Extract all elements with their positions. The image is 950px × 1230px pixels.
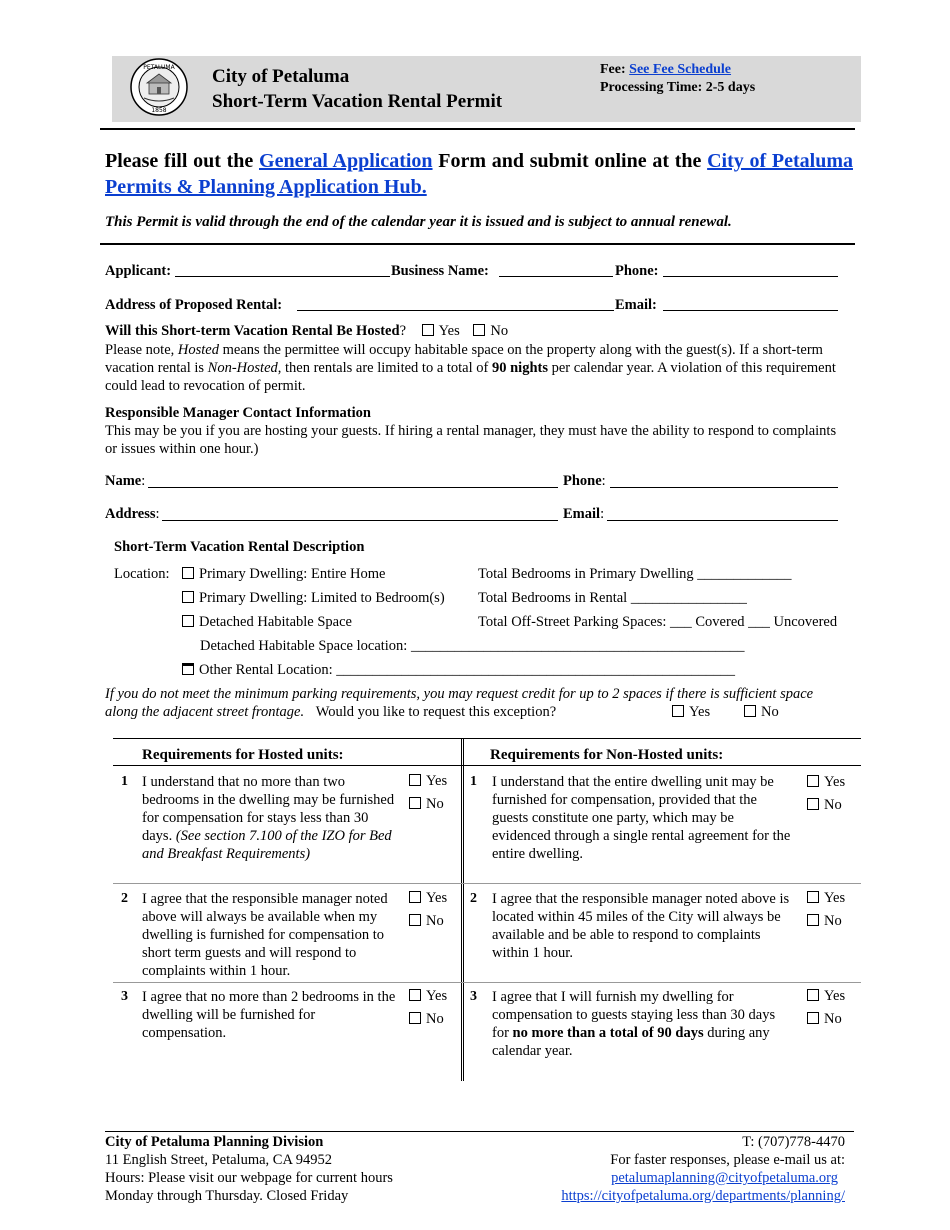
hosted-req-3-yes-label: Yes — [426, 988, 448, 1004]
nonhosted-req-2-yes[interactable] — [807, 887, 845, 910]
manager-heading: Responsible Manager Contact Information — [105, 405, 371, 421]
bedrooms-rental-field[interactable]: Total Bedrooms in Rental ________________ — [478, 590, 747, 606]
applicant-label: Applicant: — [105, 263, 172, 279]
hosted-question-row — [105, 322, 508, 340]
nonhosted-req-3-number: 3 — [470, 989, 477, 1004]
application-hub-link[interactable]: City of Petaluma Permits & Planning Application Hub. — [105, 150, 853, 198]
footer-hours: Hours: Please visit our webpage for current hours — [105, 1170, 393, 1186]
nonhosted-req-2-yes-label: Yes — [824, 890, 846, 906]
nonhosted-req-3-no-checkbox[interactable] — [807, 1012, 819, 1024]
hosted-no-checkbox[interactable] — [473, 324, 485, 336]
hosted-req-2-no-checkbox[interactable] — [409, 914, 421, 926]
nonhosted-requirements-heading: Requirements for Non-Hosted units: — [490, 747, 724, 763]
parking-note-text: If you do not meet the minimum parking requirements, you may request credit for up to 2 spaces if there is sufficient space along the adjacent street frontage. — [105, 686, 814, 720]
nonhosted-req-1-yes-checkbox[interactable] — [807, 775, 819, 787]
nonhosted-req-1-number: 1 — [470, 774, 477, 789]
manager-email-field[interactable] — [607, 506, 838, 521]
hosted-no-label: No — [490, 323, 509, 339]
hosted-note-c: , then rentals are limited to a total of — [277, 360, 492, 376]
address-field[interactable] — [297, 296, 614, 311]
manager-name-field[interactable] — [148, 473, 558, 488]
parking-yes-checkbox[interactable] — [672, 705, 684, 717]
nonhosted-req-2-yes-checkbox[interactable] — [807, 891, 819, 903]
nonhosted-req-3-no[interactable] — [807, 1008, 845, 1031]
nonhosted-req-2-text: I agree that the responsible manager noted above is located within 45 miles of the City will always be available and be able to respond to complaints within 1 hour. — [492, 891, 790, 961]
applicant-field[interactable] — [175, 262, 390, 277]
seal-year: 1858 — [151, 107, 167, 114]
footer-url-link[interactable]: https://cityofpetaluma.org/departments/planning/ — [561, 1188, 845, 1204]
nonhosted-req-1-yes[interactable] — [807, 771, 845, 794]
nonhosted-req-3-no-label: No — [824, 1011, 842, 1027]
location-option-other[interactable] — [182, 661, 735, 679]
entire-home-checkbox[interactable] — [182, 567, 194, 579]
hosted-req-2-text: I agree that the responsible manager noted above will always be available when my dwelling is furnished for compensation to short term guests and will respond to complaints within 1 hour. — [142, 891, 388, 979]
location-label: Location: — [114, 566, 170, 582]
hosted-requirements-heading: Requirements for Hosted units: — [142, 747, 344, 763]
hosted-req-2-yes[interactable] — [409, 887, 447, 910]
manager-email-label-text: Email — [563, 506, 601, 522]
footer-divider — [105, 1131, 854, 1132]
location-option-bedrooms[interactable] — [182, 589, 445, 607]
processing-time: Processing Time: 2-5 days — [600, 80, 756, 95]
hosted-note-d: per calendar year. A violation of this requirement could lead to revocation of permit. — [105, 360, 836, 394]
detached-label: Detached Habitable Space — [199, 614, 352, 630]
instructions-mid: Form and submit online at the — [432, 150, 708, 172]
parking-yes-option[interactable] — [672, 703, 710, 721]
other-location-checkbox[interactable] — [182, 663, 194, 675]
other-location-label: Other Rental Location: _______________________________________________________ — [199, 662, 736, 678]
table-column-divider — [461, 738, 464, 1081]
instructions — [105, 148, 853, 200]
footer-url-wrap — [561, 1187, 845, 1205]
hosted-question: Will this Short-term Vacation Rental Be Hosted — [105, 323, 400, 339]
row-divider — [113, 982, 861, 983]
parking-spaces-field[interactable]: Total Off-Street Parking Spaces: ___ Covered ___ Uncovered — [478, 614, 838, 630]
city-seal-icon — [130, 58, 188, 116]
nonhosted-req-3-body-a: I agree that I will furnish my dwelling for compensation to guests staying less than 30 days for — [492, 989, 776, 1041]
phone-label: Phone: — [615, 263, 659, 279]
manager-phone-label — [563, 472, 606, 490]
manager-text: This may be you if you are hosting your guests. If hiring a rental manager, they must have the ability to respond to complaints or issues within one hour.) — [105, 423, 837, 457]
manager-phone-label-text: Phone — [563, 473, 602, 489]
hosted-req-3-no[interactable] — [409, 1008, 447, 1031]
hosted-req-1-italic: (See section 7.100 of the IZO for Bed and Breakfast Requirements) — [142, 828, 392, 862]
footer-faster: For faster responses, please e-mail us at: — [610, 1152, 845, 1168]
intro-divider — [100, 243, 855, 245]
hosted-req-1-yes[interactable] — [409, 770, 447, 793]
hosted-req-1-no[interactable] — [409, 793, 447, 816]
location-option-detached[interactable] — [182, 613, 352, 631]
detached-location-field[interactable]: Detached Habitable Space location: ______________________________________________ — [200, 638, 745, 654]
nonhosted-req-1-yes-label: Yes — [824, 774, 846, 790]
nights-limit: 90 nights — [491, 360, 548, 376]
manager-email-label — [563, 505, 604, 523]
seal-name: PETALUMA — [143, 64, 175, 71]
parking-exception-question: Would you like to request this exception? — [315, 704, 557, 720]
hosted-req-2-no[interactable] — [409, 910, 447, 933]
hosted-note-a: Please note, — [105, 342, 178, 358]
hosted-note — [105, 341, 851, 395]
phone-field[interactable] — [663, 262, 838, 277]
manager-address-colon: : — [155, 506, 160, 522]
parking-no-option[interactable] — [744, 703, 779, 721]
hosted-term: Hosted — [177, 342, 219, 358]
bedrooms-label: Primary Dwelling: Limited to Bedroom(s) — [199, 590, 445, 606]
manager-address-field[interactable] — [162, 506, 558, 521]
footer-phone: T: (707)778-4470 — [742, 1134, 845, 1150]
email-label: Email: — [615, 297, 657, 313]
hosted-req-1-yes-checkbox[interactable] — [409, 774, 421, 786]
fee-label: Fee: — [600, 62, 626, 77]
location-option-entire-home[interactable] — [182, 565, 385, 583]
nonhosted-req-1-no-label: No — [824, 797, 842, 813]
address-label: Address of Proposed Rental: — [105, 297, 283, 313]
nonhosted-req-1-no[interactable] — [807, 794, 845, 817]
validity-note: This Permit is valid through the end of the calendar year it is issued and is subject to annual renewal. — [105, 214, 732, 230]
table-top-border — [113, 738, 861, 739]
hosted-yes-checkbox[interactable] — [422, 324, 434, 336]
business-name-field[interactable] — [499, 262, 613, 277]
hosted-yes-label: Yes — [438, 323, 460, 339]
bedrooms-checkbox[interactable] — [182, 591, 194, 603]
hosted-req-1-no-checkbox[interactable] — [409, 797, 421, 809]
manager-name-label — [105, 472, 145, 490]
hosted-req-2-yes-label: Yes — [426, 890, 448, 906]
footer-days: Monday through Thursday. Closed Friday — [105, 1188, 349, 1204]
nonhosted-req-1-text: I understand that the entire dwelling unit may be furnished for compensation, provided that the guests constitute one party, which may be evidenced through a single rental agreement for the entire dwelling. — [492, 774, 791, 862]
parking-no-checkbox[interactable] — [744, 705, 756, 717]
manager-phone-field[interactable] — [610, 473, 838, 488]
business-name-label: Business Name: — [391, 263, 489, 279]
nonhosted-req-3-bold: no more than a total of 90 days — [512, 1025, 704, 1041]
footer-email-wrap — [611, 1169, 838, 1187]
entire-home-label: Primary Dwelling: Entire Home — [199, 566, 386, 582]
hosted-req-3-yes[interactable] — [409, 985, 447, 1008]
general-application-link[interactable]: General Application — [259, 150, 433, 172]
nonhosted-req-2-number: 2 — [470, 891, 477, 906]
nonhosted-req-2-no[interactable] — [807, 910, 845, 933]
nonhosted-term: Non-Hosted — [207, 360, 278, 376]
hosted-req-2-number: 2 — [121, 891, 128, 906]
fee-schedule-link[interactable]: See Fee Schedule — [629, 62, 732, 77]
nonhosted-req-3-text — [492, 988, 782, 1060]
hosted-req-1-text — [142, 773, 397, 863]
hosted-req-3-yes-checkbox[interactable] — [409, 989, 421, 1001]
manager-email-colon: : — [600, 506, 605, 522]
manager-phone-colon: : — [601, 473, 606, 489]
bedrooms-primary-field[interactable]: Total Bedrooms in Primary Dwelling _____________ — [478, 566, 792, 582]
hosted-req-3-no-checkbox[interactable] — [409, 1012, 421, 1024]
parking-note — [105, 685, 845, 721]
hosted-req-1-options — [409, 770, 447, 816]
footer-division: City of Petaluma Planning Division — [105, 1134, 324, 1150]
manager-address-label-text: Address — [105, 506, 156, 522]
nonhosted-req-3-yes[interactable] — [807, 985, 845, 1008]
table-header-border — [113, 765, 861, 766]
nonhosted-req-1-options — [807, 771, 845, 817]
nonhosted-req-3-yes-label: Yes — [824, 988, 846, 1004]
nonhosted-req-2-no-checkbox[interactable] — [807, 914, 819, 926]
parking-no-label: No — [761, 704, 779, 720]
instructions-lead: Please fill out the — [105, 150, 260, 172]
row-divider — [113, 883, 861, 884]
manager-name-label-text: Name — [105, 473, 142, 489]
nonhosted-req-3-yes-checkbox[interactable] — [807, 989, 819, 1001]
hosted-req-2-options — [409, 887, 447, 933]
hosted-req-3-text: I agree that no more than 2 bedrooms in the dwelling will be furnished for compensation. — [142, 989, 396, 1041]
nonhosted-req-3-body-b: during any calendar year. — [492, 1025, 770, 1059]
nonhosted-req-2-no-label: No — [824, 913, 842, 929]
manager-name-colon: : — [141, 473, 146, 489]
email-field[interactable] — [663, 296, 838, 311]
hosted-req-1-no-label: No — [426, 796, 444, 812]
nonhosted-req-2-options — [807, 887, 845, 933]
fee-line — [600, 62, 731, 78]
hosted-note-b: means the permittee will occupy habitable space on the property along with the guest(s). If a short-term vacation rental is — [105, 342, 823, 376]
parking-yes-label: Yes — [689, 704, 711, 720]
nonhosted-req-1-no-checkbox[interactable] — [807, 798, 819, 810]
manager-address-label — [105, 505, 160, 523]
hosted-req-2-no-label: No — [426, 913, 444, 929]
footer-address: 11 English Street, Petaluma, CA 94952 — [105, 1152, 333, 1168]
hosted-req-3-number: 3 — [121, 989, 128, 1004]
hosted-req-1-yes-label: Yes — [426, 773, 448, 789]
description-heading: Short-Term Vacation Rental Description — [114, 539, 365, 555]
hosted-question-mark: ? — [399, 323, 406, 339]
nonhosted-req-3-options — [807, 985, 845, 1031]
detached-checkbox[interactable] — [182, 615, 194, 627]
footer-email-link[interactable]: petalumaplanning@cityofpetaluma.org — [611, 1170, 838, 1186]
city-name: City of Petaluma — [212, 66, 350, 87]
hosted-req-1-number: 1 — [121, 774, 128, 789]
permit-title: Short-Term Vacation Rental Permit — [212, 91, 503, 112]
hosted-req-2-yes-checkbox[interactable] — [409, 891, 421, 903]
header-divider — [100, 128, 855, 130]
hosted-req-3-options — [409, 985, 447, 1031]
hosted-req-1-body: I understand that no more than two bedrooms in the dwelling may be furnished for compensation for stays less than 30 days. — [142, 774, 395, 844]
hosted-req-3-no-label: No — [426, 1011, 444, 1027]
